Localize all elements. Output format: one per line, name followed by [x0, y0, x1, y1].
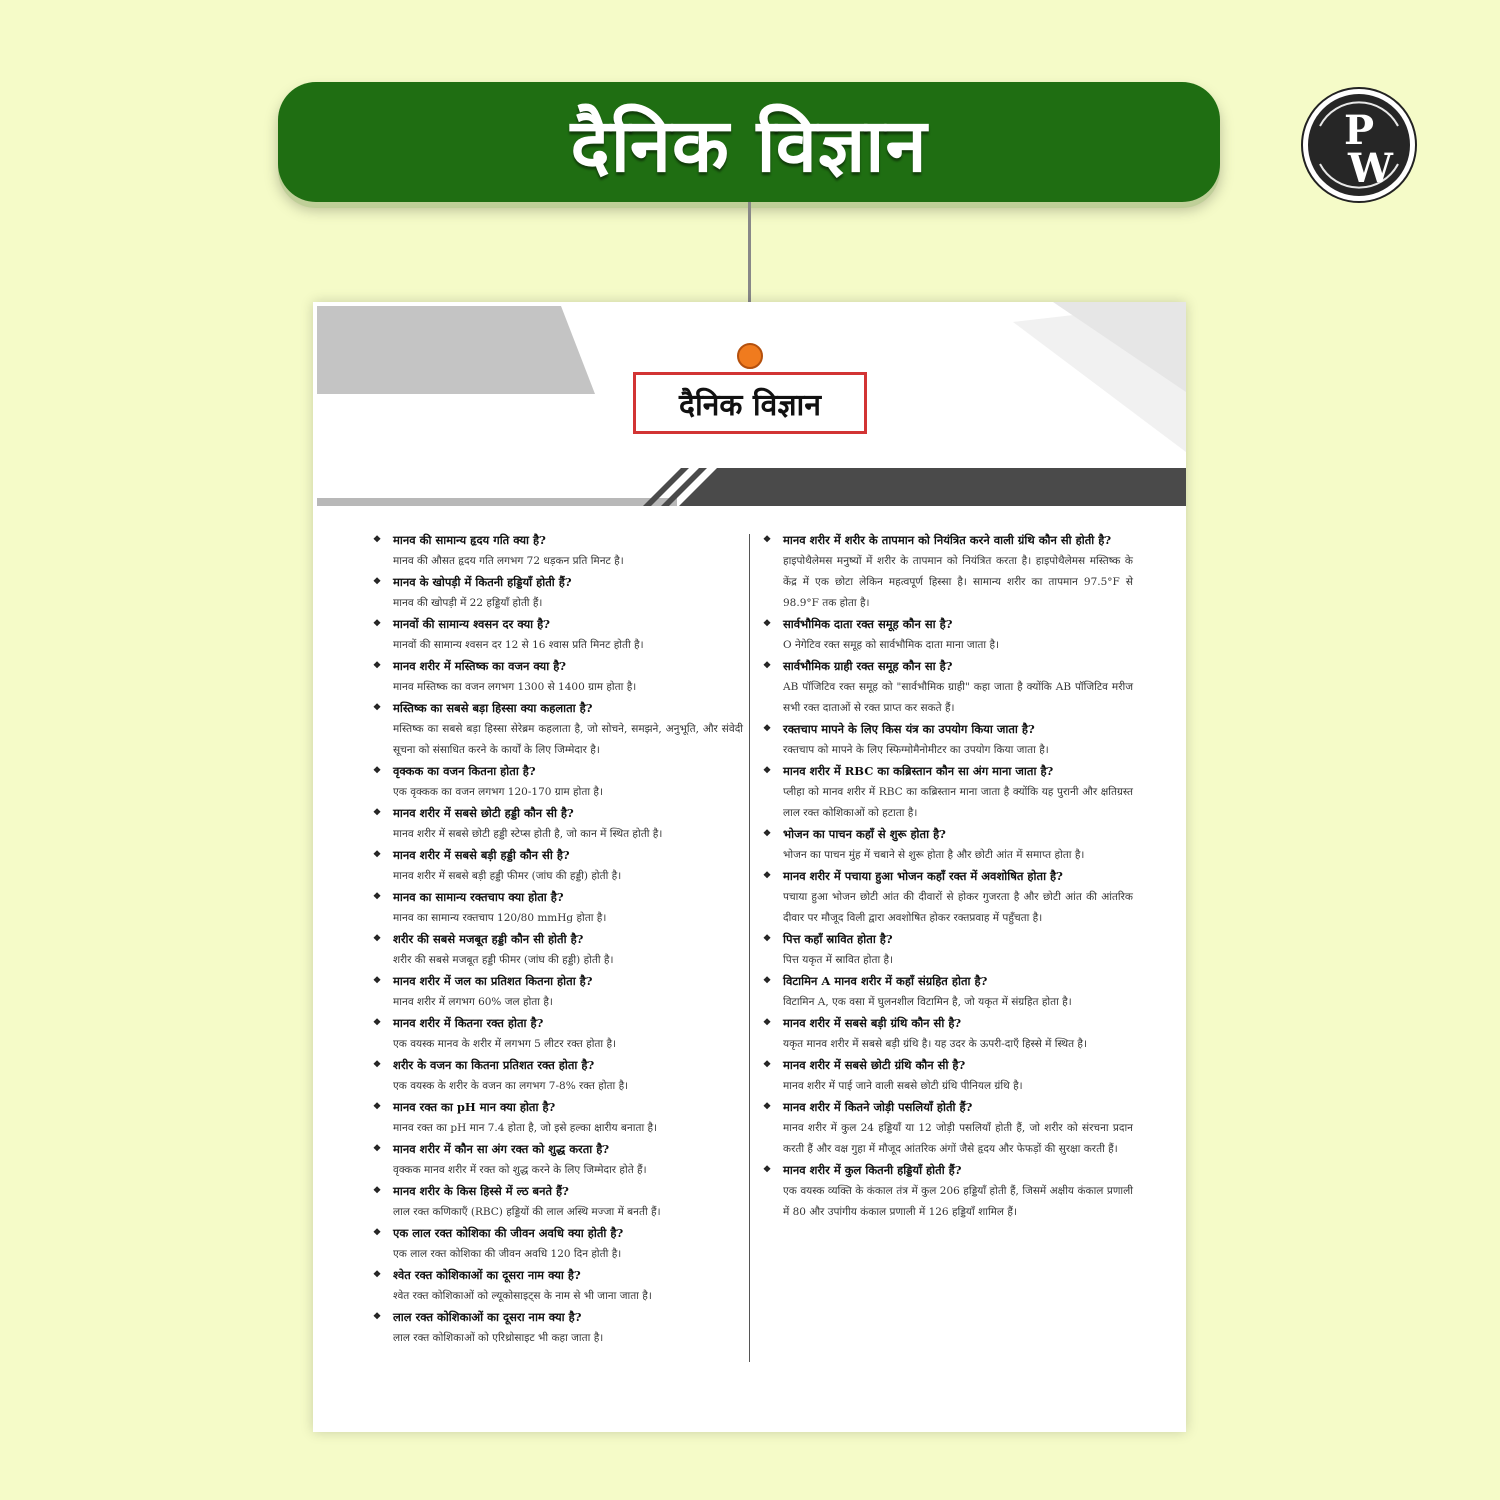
answer: मानव शरीर में लगभग 60% जल होता है।	[393, 996, 553, 1008]
answer: मस्तिष्क का सबसे बड़ा हिस्सा सेरेब्रम कहलाता है, जो सोचने, समझने, अनुभूति, और संवेदी सूचना को संसाधित करने के कार्यों के लिए जिम्मेदार है।	[393, 723, 743, 756]
qa-item	[761, 824, 1133, 866]
qa-item	[371, 887, 743, 929]
question: ❖ मानव के खोपड़ी में कितनी हड्डियाँ होती हैं?	[371, 572, 743, 593]
question: ❖ मानव शरीर के किस हिस्से में ल्ठ बनते हैं?	[371, 1181, 743, 1202]
answer: रक्तचाप को मापने के लिए स्फिग्मोमैनोमीटर का उपयोग किया जाता है।	[783, 744, 1049, 756]
answer: मानव का सामान्य रक्तचाप 120/80 mmHg होता है।	[393, 912, 607, 924]
question: ❖ मानव शरीर में सबसे छोटी ग्रंथि कौन सी है?	[761, 1055, 1133, 1076]
answer: लाल रक्त कणिकाएँ (RBC) हड्डियों की लाल अस्थि मज्जा में बनती हैं।	[393, 1206, 661, 1218]
question: ❖ शरीर की सबसे मजबूत हड्डी कौन सी होती है?	[371, 929, 743, 950]
column-divider	[749, 534, 750, 1362]
qa-item	[371, 1181, 743, 1223]
question: ❖ मानव शरीर में मस्तिष्क का वजन क्या है?	[371, 656, 743, 677]
answer: मानव मस्तिष्क का वजन लगभग 1300 से 1400 ग्राम होता है।	[393, 681, 637, 693]
answer: AB पॉजिटिव रक्त समूह को "सार्वभौमिक ग्राही" कहा जाता है क्योंकि AB पॉजिटिव मरीज सभी रक्त दाताओं से रक्त प्राप्त कर सकते हैं।	[783, 681, 1133, 714]
qa-item	[761, 530, 1133, 614]
qa-item	[371, 1055, 743, 1097]
qa-item	[371, 656, 743, 698]
qa-item	[371, 1013, 743, 1055]
question: ❖ रक्तचाप मापने के लिए किस यंत्र का उपयोग किया जाता है?	[761, 719, 1133, 740]
answer: एक लाल रक्त कोशिका की जीवन अवधि 120 दिन होती है।	[393, 1248, 622, 1260]
question: ❖ मानव शरीर में शरीर के तापमान को नियंत्रित करने वाली ग्रंथि कौन सी होती है?	[761, 530, 1133, 551]
right-column	[761, 530, 1133, 1223]
qa-item	[761, 971, 1133, 1013]
question: ❖ एक लाल रक्त कोशिका की जीवन अवधि क्या होती है?	[371, 1223, 743, 1244]
answer: एक वृक्कक का वजन लगभग 120-170 ग्राम होता है।	[393, 786, 603, 798]
qa-item	[371, 614, 743, 656]
qa-item	[371, 971, 743, 1013]
qa-item	[761, 1013, 1133, 1055]
answer: विटामिन A, एक वसा में घुलनशील विटामिन है, जो यकृत में संग्रहित होता है।	[783, 996, 1072, 1008]
qa-item	[761, 719, 1133, 761]
qa-item	[371, 1307, 743, 1349]
qa-item	[371, 1265, 743, 1307]
svg-text:W: W	[1348, 145, 1393, 192]
page-title: दैनिक विज्ञान	[679, 387, 821, 423]
question: ❖ मानव शरीर में सबसे बड़ी ग्रंथि कौन सी है?	[761, 1013, 1133, 1034]
question: ❖ मानव शरीर में कौन सा अंग रक्त को शुद्ध करता है?	[371, 1139, 743, 1160]
question: ❖ श्वेत रक्त कोशिकाओं का दूसरा नाम क्या है?	[371, 1265, 743, 1286]
answer: लाल रक्त कोशिकाओं को एरिथ्रोसाइट भी कहा जाता है।	[393, 1332, 604, 1344]
banner-title: दैनिक विज्ञान	[570, 102, 928, 189]
qa-item	[371, 1139, 743, 1181]
qa-item	[371, 1097, 743, 1139]
answer: एक वयस्क मानव के शरीर में लगभग 5 लीटर रक्त होता है।	[393, 1038, 617, 1050]
qa-item	[761, 929, 1133, 971]
answer: मानव रक्त का pH मान 7.4 होता है, जो इसे हल्का क्षारीय बनाता है।	[393, 1122, 658, 1134]
left-column	[371, 530, 743, 1349]
question: ❖ भोजन का पाचन कहाँ से शुरू होता है?	[761, 824, 1133, 845]
answer: एक वयस्क के शरीर के वजन का लगभग 7-8% रक्त होता है।	[393, 1080, 629, 1092]
answer: हाइपोथैलेमस मनुष्यों में शरीर के तापमान को नियंत्रित करता है। हाइपोथैलेमस मस्तिष्क के केंद्र में एक छोटा लेकिन महत्वपूर्ण हिस्सा है। सामान्य शरीर का तापमान 97.5°F से 98.9°F तक होता है।	[783, 555, 1133, 609]
answer: भोजन का पाचन मुंह में चबाने से शुरू होता है और छोटी आंत में समाप्त होता है।	[783, 849, 1085, 861]
answer: प्लीहा को मानव शरीर में RBC का कब्रिस्तान माना जाता है क्योंकि यह पुरानी और क्षतिग्रस्त लाल रक्त कोशिकाओं को हटाता है।	[783, 786, 1133, 819]
answer: मानव शरीर में सबसे बड़ी हड्डी फीमर (जांघ की हड्डी) होती है।	[393, 870, 622, 882]
question: ❖ मानव शरीर में कुल कितनी हड्डियाँ होती हैं?	[761, 1160, 1133, 1181]
answer: श्वेत रक्त कोशिकाओं को ल्यूकोसाइट्स के नाम से भी जाना जाता है।	[393, 1290, 652, 1302]
answer: मानव की खोपड़ी में 22 हड्डियाँ होती हैं।	[393, 597, 543, 609]
qa-item	[761, 761, 1133, 824]
qa-item	[761, 656, 1133, 719]
qa-item	[761, 614, 1133, 656]
question: ❖ पित्त कहाँ स्रावित होता है?	[761, 929, 1133, 950]
answer: शरीर की सबसे मजबूत हड्डी फीमर (जांघ की हड्डी) होती है।	[393, 954, 614, 966]
answer: पित्त यकृत में स्रावित होता है।	[783, 954, 894, 966]
question: ❖ मानव शरीर में पचाया हुआ भोजन कहाँ रक्त में अवशोषित होता है?	[761, 866, 1133, 887]
answer: यकृत मानव शरीर में सबसे बड़ी ग्रंथि है। यह उदर के ऊपरी-दाएँ हिस्से में स्थित है।	[783, 1038, 1087, 1050]
question: ❖ मस्तिष्क का सबसे बड़ा हिस्सा क्या कहलाता है?	[371, 698, 743, 719]
question: ❖ शरीर के वजन का कितना प्रतिशत रक्त होता है?	[371, 1055, 743, 1076]
book-page	[313, 302, 1186, 1432]
question: ❖ मानव शरीर में कितने जोड़ी पसलियाँ होती हैं?	[761, 1097, 1133, 1118]
qa-item	[761, 866, 1133, 929]
question: ❖ मानव शरीर में सबसे बड़ी हड्डी कौन सी है?	[371, 845, 743, 866]
question: ❖ मानव शरीर में कितना रक्त होता है?	[371, 1013, 743, 1034]
question: ❖ विटामिन A मानव शरीर में कहाँ संग्रहित होता है?	[761, 971, 1133, 992]
answer: पचाया हुआ भोजन छोटी आंत की दीवारों से होकर गुजरता है और छोटी आंत की आंतरिक दीवार पर मौजूद विली द्वारा अवशोषित होकर रक्तप्रवाह में पहुँचता है।	[783, 891, 1133, 924]
answer: मानव शरीर में कुल 24 हड्डियाँ या 12 जोड़ी पसलियाँ होती हैं, जो शरीर को संरचना प्रदान करती हैं और वक्ष गुहा में मौजूद आंतरिक अंगों जैसे हृदय और फेफड़ों की सुरक्षा करती हैं।	[783, 1122, 1133, 1155]
answer: O नेगेटिव रक्त समूह को सार्वभौमिक दाता माना जाता है।	[783, 639, 1000, 651]
qa-item	[371, 698, 743, 761]
question: ❖ मानव शरीर में RBC का कब्रिस्तान कौन सा अंग माना जाता है?	[761, 761, 1133, 782]
qa-item	[371, 572, 743, 614]
answer: मानव की औसत हृदय गति लगभग 72 धड़कन प्रति मिनट है।	[393, 555, 624, 567]
qa-item	[371, 845, 743, 887]
question: ❖ लाल रक्त कोशिकाओं का दूसरा नाम क्या है?	[371, 1307, 743, 1328]
title-banner	[278, 82, 1220, 202]
page-title-box	[633, 372, 867, 434]
question: ❖ मानवों की सामान्य श्वसन दर क्या है?	[371, 614, 743, 635]
answer: मानव शरीर में सबसे छोटी हड्डी स्टेप्स होती है, जो कान में स्थित होती है।	[393, 828, 663, 840]
qa-item	[371, 929, 743, 971]
qa-item	[371, 803, 743, 845]
question: ❖ सार्वभौमिक दाता रक्त समूह कौन सा है?	[761, 614, 1133, 635]
answer: मानवों की सामान्य श्वसन दर 12 से 16 श्वास प्रति मिनट होती है।	[393, 639, 644, 651]
answer: वृक्कक मानव शरीर में रक्त को शुद्ध करने के लिए जिम्मेदार होते हैं।	[393, 1164, 647, 1176]
question: ❖ मानव शरीर में सबसे छोटी हड्डी कौन सी है?	[371, 803, 743, 824]
pin-dot	[737, 343, 763, 369]
question: ❖ मानव शरीर में जल का प्रतिशत कितना होता है?	[371, 971, 743, 992]
answer: एक वयस्क व्यक्ति के कंकाल तंत्र में कुल 206 हड्डियाँ होती हैं, जिसमें अक्षीय कंकाल प्रणाली में 80 और उपांगीय कंकाल प्रणाली में 126 हड्डियाँ शामिल हैं।	[783, 1185, 1133, 1218]
svg-text:P: P	[1344, 107, 1375, 154]
qa-item	[761, 1160, 1133, 1223]
qa-item	[761, 1055, 1133, 1097]
question: ❖ मानव की सामान्य हृदय गति क्या है?	[371, 530, 743, 551]
answer: मानव शरीर में पाई जाने वाली सबसे छोटी ग्रंथि पीनियल ग्रंथि है।	[783, 1080, 1023, 1092]
qa-item	[761, 1097, 1133, 1160]
qa-item	[371, 530, 743, 572]
question: ❖ सार्वभौमिक ग्राही रक्त समूह कौन सा है?	[761, 656, 1133, 677]
pw-logo	[1300, 86, 1418, 204]
question: ❖ मानव का सामान्य रक्तचाप क्या होता है?	[371, 887, 743, 908]
qa-item	[371, 1223, 743, 1265]
qa-item	[371, 761, 743, 803]
question: ❖ मानव रक्त का pH मान क्या होता है?	[371, 1097, 743, 1118]
question: ❖ वृक्कक का वजन कितना होता है?	[371, 761, 743, 782]
